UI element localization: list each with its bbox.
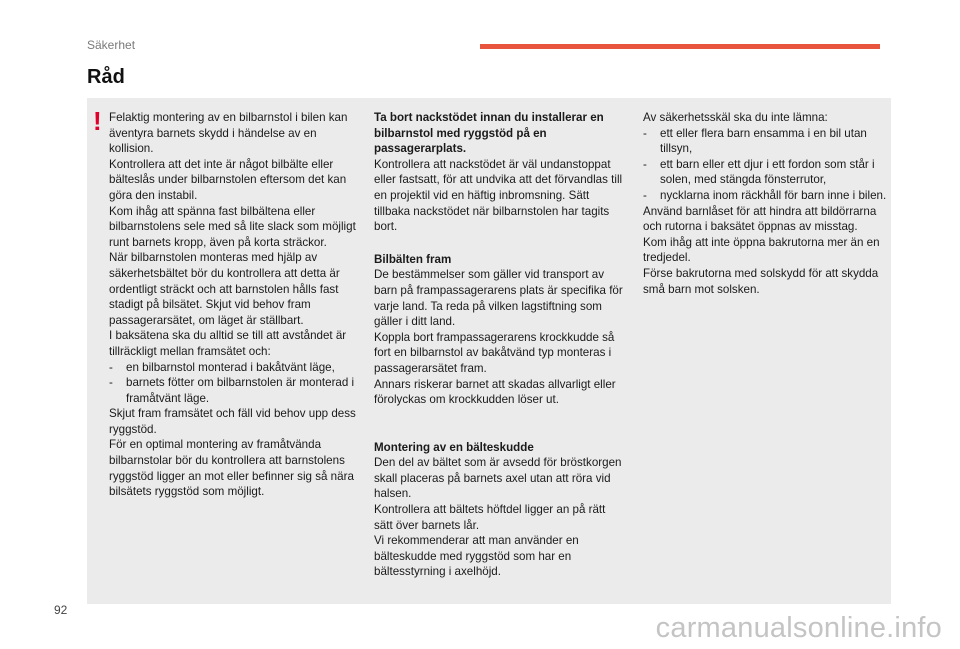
list-item: [643, 157, 889, 188]
watermark: carmanualsonline.info: [655, 612, 942, 644]
headrest-heading: Ta bort nackstödet innan du installerar en bilbarnstol med ryggstöd på en passagerarplats.: [374, 111, 604, 156]
list-marker: -: [643, 157, 647, 171]
header-accent-bar: [480, 44, 880, 49]
paragraph: Den del av bältet som är avsedd för bröstkorgen skall placeras på barnets axel utan att röra vid halsen.: [374, 456, 622, 501]
list-marker: -: [109, 360, 113, 374]
list-marker: -: [109, 376, 113, 390]
paragraph: Koppla bort frampassagerarens krockkudde så fort en bilbarnstol av bakåtvänd typ monteras i passagerarsätet fram.: [374, 330, 615, 375]
paragraph: För en optimal montering av framåtvända bilbarnstolar bör du kontrollera att barnstolens ryggstöd ligger an mot eller befinner sig så nära bilsätets ryggstöd som möjligt.: [109, 438, 354, 499]
paragraph: Annars riskerar barnet att skadas allvarligt eller förolyckas om krockkudden löser ut.: [374, 377, 616, 407]
list-item: [643, 126, 889, 157]
list-marker: -: [643, 188, 647, 202]
list-item-text: nycklarna inom räckhåll för barn inne i bilen.: [660, 188, 887, 202]
section-label: Säkerhet: [87, 38, 136, 52]
list-item: [109, 375, 357, 406]
column-3: [643, 110, 889, 297]
page-number: 92: [54, 603, 68, 617]
paragraph: Kom ihåg att spänna fast bilbältena eller bilbarnstolens sele med så lite slack som möjligt runt barnets kropp, även på korta sträckor.: [109, 204, 356, 249]
list-item-text: barnets fötter om bilbarnstolen är monterad i framåtvänt läge.: [126, 376, 355, 405]
list-item-text: en bilbarnstol monterad i bakåtvänt läge,: [126, 360, 335, 374]
list-marker: -: [643, 126, 647, 140]
paragraph: De bestämmelser som gäller vid transport av barn på frampassagerarens plats är specifika för varje land. Ta reda på vilken lagstiftning som gäller i ditt land.: [374, 268, 623, 329]
paragraph: Skjut fram framsätet och fäll vid behov upp dess ryggstöd.: [109, 407, 356, 436]
column-1: [109, 110, 357, 500]
front-belts-heading: Bilbälten fram: [374, 252, 452, 266]
paragraph: Kontrollera att bältets höftdel ligger an på rätt sätt över barnets lår.: [374, 503, 606, 532]
paragraph: I baksätena ska du alltid se till att avståndet är tillräckligt mellan framsätet och:: [109, 329, 347, 358]
paragraph: Använd barnlåset för att hindra att bildörrarna och rutorna i baksätet öppnas av misstag.: [643, 204, 877, 234]
paragraph: Kontrollera att nackstödet är väl undanstoppat eller fastsatt, för att undvika att det förvandlas till en projektil vid en häftig inbromsning. Sätt tillbaka nackstödet när bilbarnstolen har tagits bort.: [374, 157, 623, 234]
paragraph: Vi rekommenderar att man använder en bälteskudde med ryggstöd som har en bältesstyrning i axelhöjd.: [374, 534, 579, 579]
paragraph: Kontrollera att det inte är något bilbälte eller bälteslås under bilbarnstolen eftersom det kan göra den instabil.: [109, 157, 347, 202]
list-item: [643, 188, 889, 204]
list-item-text: ett barn eller ett djur i ett fordon som står i solen, med stängda fönsterrutor,: [660, 157, 875, 187]
page-title: Råd: [87, 66, 125, 88]
paragraph: När bilbarnstolen monteras med hjälp av säkerhetsbältet bör du kontrollera att detta är ordentligt sträckt och att barnstolen hålls fast stadigt på bilsätet. Skjut vid behov fram passagerarsätet, om läget är ställbart.: [109, 251, 340, 327]
exclamation-warning-icon: !: [93, 106, 102, 136]
paragraph: Felaktig montering av en bilbarnstol i bilen kan äventyra barnets skydd i händelse av en kollision.: [109, 111, 348, 156]
booster-cushion-heading: Montering av en bälteskudde: [374, 440, 534, 454]
paragraph: Av säkerhetsskäl ska du inte lämna:: [643, 111, 828, 124]
paragraph: Förse bakrutorna med solskydd för att skydda små barn mot solsken.: [643, 266, 879, 296]
paragraph: Kom ihåg att inte öppna bakrutorna mer än en tredjedel.: [643, 235, 880, 265]
list-item: [109, 360, 357, 376]
column-2: [374, 110, 624, 580]
list-item-text: ett eller flera barn ensamma i en bil utan tillsyn,: [660, 126, 867, 156]
